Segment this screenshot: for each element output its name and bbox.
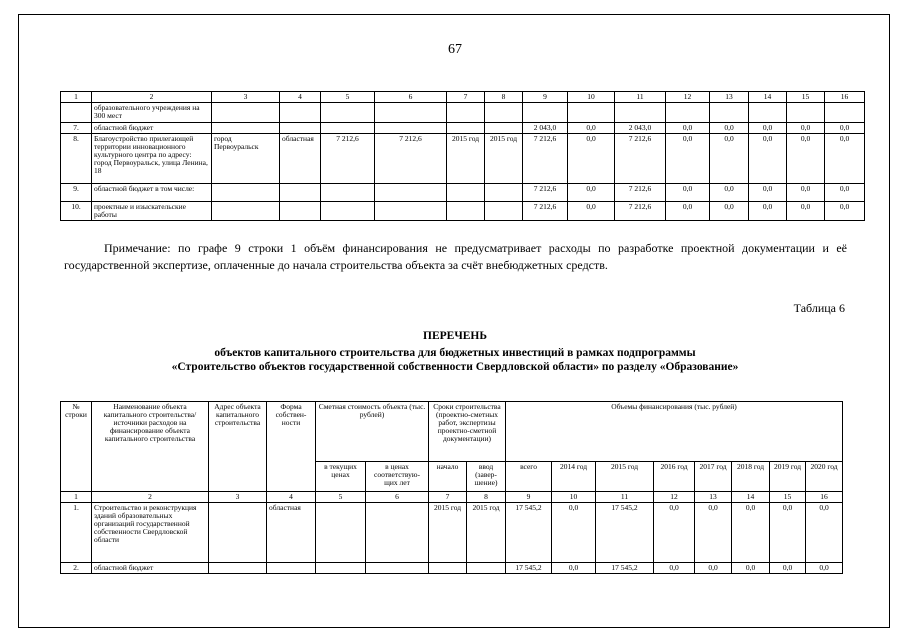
- column-number: 9: [523, 92, 568, 103]
- column-number: 13: [710, 92, 749, 103]
- amount-cell: 0,0: [710, 184, 749, 202]
- hdr-address: Адрес объекта капитального строительства: [209, 402, 267, 492]
- column-number: 16: [806, 492, 843, 503]
- row-number: 10.: [61, 202, 92, 221]
- amount-cell: 0,0: [825, 134, 865, 184]
- address: [212, 103, 280, 123]
- hdr-ownership: Форма собствен-ности: [267, 402, 316, 492]
- amount-cell: 0,0: [568, 123, 615, 134]
- amount-cell: 0,0: [568, 184, 615, 202]
- cost-relevant: [375, 103, 447, 123]
- amount-cell: 0,0: [825, 184, 865, 202]
- ownership: [280, 202, 321, 221]
- object-name: Благоустройство прилегающей территории инновационного культурного центра по адресу: город Первоуральск, улица Ленина, 18: [92, 134, 212, 184]
- column-number: 5: [316, 492, 366, 503]
- table-row: [61, 123, 865, 134]
- row-number: 9.: [61, 184, 92, 202]
- column-number: 11: [596, 492, 654, 503]
- column-number: 2: [92, 492, 209, 503]
- ownership: областная: [280, 134, 321, 184]
- cost-current: [321, 123, 375, 134]
- end-year: 2015 год: [485, 134, 523, 184]
- amount-cell: 17 545,2: [596, 563, 654, 574]
- object-name: областной бюджет: [92, 563, 209, 574]
- end-year: [485, 184, 523, 202]
- column-number: 3: [209, 492, 267, 503]
- column-number: 12: [654, 492, 695, 503]
- column-number: 10: [552, 492, 596, 503]
- hdr-cost-relevant: в ценах соответствую-щих лет: [366, 462, 429, 492]
- start-year: 2015 год: [429, 503, 467, 563]
- start-year: [447, 103, 485, 123]
- start-year: [447, 123, 485, 134]
- amount-cell: 7 212,6: [523, 134, 568, 184]
- amount-cell: 0,0: [710, 134, 749, 184]
- amount-cell: 0,0: [787, 123, 825, 134]
- address: [209, 563, 267, 574]
- amount-cell: 0,0: [732, 563, 770, 574]
- amount-cell: 0,0: [666, 134, 710, 184]
- amount-cell: 0,0: [710, 202, 749, 221]
- object-name: образовательного учреждения на 300 мест: [92, 103, 212, 123]
- cost-relevant: [375, 123, 447, 134]
- end-year: [485, 103, 523, 123]
- column-number: 4: [267, 492, 316, 503]
- hdr-row-number: № строки: [61, 402, 92, 492]
- amount-cell: 0,0: [787, 202, 825, 221]
- amount-cell: 7 212,6: [523, 202, 568, 221]
- column-number-row: [61, 492, 843, 503]
- amount-cell: [825, 103, 865, 123]
- column-number: 11: [615, 92, 666, 103]
- hdr-object-name: Наименование объекта капитального строительства/ источники расходов на финансирование объекта капитального строительства: [92, 402, 209, 492]
- start-year: 2015 год: [447, 134, 485, 184]
- amount-cell: 7 212,6: [615, 202, 666, 221]
- end-year: [485, 123, 523, 134]
- amount-cell: 0,0: [710, 123, 749, 134]
- amount-cell: 0,0: [695, 503, 732, 563]
- address: [212, 123, 280, 134]
- cost-current: [316, 563, 366, 574]
- address: [209, 503, 267, 563]
- ownership: областная: [267, 503, 316, 563]
- hdr-year: 2020 год: [806, 462, 843, 492]
- cost-relevant: [366, 503, 429, 563]
- amount-cell: [523, 103, 568, 123]
- cost-relevant: [375, 184, 447, 202]
- amount-cell: 0,0: [695, 563, 732, 574]
- column-number: 5: [321, 92, 375, 103]
- start-year: [429, 563, 467, 574]
- amount-cell: [749, 103, 787, 123]
- row-number: 2.: [61, 563, 92, 574]
- amount-cell: [787, 103, 825, 123]
- title-line3: «Строительство объектов государственной собственности Свердловской области» по разделу «Образование»: [171, 361, 739, 373]
- amount-cell: 2 043,0: [523, 123, 568, 134]
- amount-cell: 0,0: [732, 503, 770, 563]
- column-number: 14: [732, 492, 770, 503]
- cost-relevant: 7 212,6: [375, 134, 447, 184]
- row-number: [61, 103, 92, 123]
- cost-current: [321, 184, 375, 202]
- cost-current: [316, 503, 366, 563]
- column-number: 16: [825, 92, 865, 103]
- amount-cell: 0,0: [568, 134, 615, 184]
- column-number: 4: [280, 92, 321, 103]
- note-paragraph: Примечание: по графе 9 строки 1 объём финансирования не предусматривает расходы по разработке проектной документации и её государственной экспертизе, оплаченные до начала строительства объекта за счёт внебюджетных средств.: [64, 241, 847, 272]
- column-number: 14: [749, 92, 787, 103]
- amount-cell: 17 545,2: [506, 563, 552, 574]
- hdr-terms: Сроки строительства (проектно-сметных работ, экспертизы проектно-сметной документации): [429, 402, 506, 462]
- cost-current: 7 212,6: [321, 134, 375, 184]
- column-number: 8: [485, 92, 523, 103]
- amount-cell: 0,0: [666, 123, 710, 134]
- ownership: [280, 123, 321, 134]
- amount-cell: 7 212,6: [615, 184, 666, 202]
- object-name: проектные и изыскательские работы: [92, 202, 212, 221]
- address: [212, 202, 280, 221]
- amount-cell: 0,0: [749, 123, 787, 134]
- amount-cell: 0,0: [770, 563, 806, 574]
- row-number: 7.: [61, 123, 92, 134]
- cost-relevant: [375, 202, 447, 221]
- column-number: 1: [61, 92, 92, 103]
- cost-relevant: [366, 563, 429, 574]
- column-number: 8: [467, 492, 506, 503]
- hdr-year: 2019 год: [770, 462, 806, 492]
- hdr-end: ввод (завер-шение): [467, 462, 506, 492]
- table-label: Таблица 6: [793, 301, 845, 315]
- amount-cell: 0,0: [568, 202, 615, 221]
- table-row: [61, 202, 865, 221]
- hdr-total: всего: [506, 462, 552, 492]
- hdr-year: 2016 год: [654, 462, 695, 492]
- amount-cell: [666, 103, 710, 123]
- object-name: областной бюджет в том числе:: [92, 184, 212, 202]
- amount-cell: 0,0: [552, 503, 596, 563]
- amount-cell: 0,0: [654, 503, 695, 563]
- hdr-start: начало: [429, 462, 467, 492]
- amount-cell: 7 212,6: [615, 134, 666, 184]
- ownership: [280, 103, 321, 123]
- amount-cell: [615, 103, 666, 123]
- column-number: 3: [212, 92, 280, 103]
- amount-cell: 0,0: [666, 184, 710, 202]
- amount-cell: 0,0: [825, 202, 865, 221]
- hdr-year: 2017 год: [695, 462, 732, 492]
- amount-cell: 0,0: [825, 123, 865, 134]
- hdr-year: 2015 год: [596, 462, 654, 492]
- ownership: [267, 563, 316, 574]
- amount-cell: 0,0: [787, 184, 825, 202]
- cost-current: [321, 202, 375, 221]
- hdr-year: 2018 год: [732, 462, 770, 492]
- column-number: 10: [568, 92, 615, 103]
- start-year: [447, 184, 485, 202]
- row-number: 8.: [61, 134, 92, 184]
- start-year: [447, 202, 485, 221]
- table-row: [61, 563, 843, 574]
- address: город Первоуральск: [212, 134, 280, 184]
- table-row: [61, 184, 865, 202]
- hdr-estimated-cost: Сметная стоимость объекта (тыс. рублей): [316, 402, 429, 462]
- end-year: [485, 202, 523, 221]
- amount-cell: 0,0: [749, 202, 787, 221]
- amount-cell: 0,0: [749, 134, 787, 184]
- column-number: 15: [787, 92, 825, 103]
- table-row: [61, 503, 843, 563]
- column-number: 9: [506, 492, 552, 503]
- title-line2: объектов капитального строительства для бюджетных инвестиций в рамках подпрограммы: [214, 347, 696, 359]
- object-name: Строительство и реконструкция зданий образовательных организаций государственной собственности Свердловской области: [92, 503, 209, 563]
- ownership: [280, 184, 321, 202]
- end-year: [467, 563, 506, 574]
- amount-cell: 17 545,2: [506, 503, 552, 563]
- amount-cell: 0,0: [666, 202, 710, 221]
- title-line1: ПЕРЕЧЕНЬ: [423, 330, 487, 342]
- column-number: 13: [695, 492, 732, 503]
- amount-cell: 0,0: [749, 184, 787, 202]
- amount-cell: [710, 103, 749, 123]
- table-row: [61, 134, 865, 184]
- table-continuation: [60, 91, 865, 221]
- amount-cell: 0,0: [770, 503, 806, 563]
- hdr-year: 2014 год: [552, 462, 596, 492]
- amount-cell: 0,0: [806, 563, 843, 574]
- row-number: 1.: [61, 503, 92, 563]
- table-row: [61, 103, 865, 123]
- hdr-cost-current: в текущих ценах: [316, 462, 366, 492]
- cost-current: [321, 103, 375, 123]
- page-number: 67: [448, 42, 462, 57]
- column-number: 7: [447, 92, 485, 103]
- table-6: [60, 401, 843, 574]
- end-year: 2015 год: [467, 503, 506, 563]
- column-number: 1: [61, 492, 92, 503]
- hdr-financing: Объемы финансирования (тыс. рублей): [506, 402, 843, 462]
- column-number: 12: [666, 92, 710, 103]
- amount-cell: 7 212,6: [523, 184, 568, 202]
- column-number: 2: [92, 92, 212, 103]
- amount-cell: 17 545,2: [596, 503, 654, 563]
- amount-cell: 0,0: [552, 563, 596, 574]
- amount-cell: 0,0: [654, 563, 695, 574]
- column-number: 6: [375, 92, 447, 103]
- column-number: 15: [770, 492, 806, 503]
- amount-cell: 0,0: [787, 134, 825, 184]
- object-name: областной бюджет: [92, 123, 212, 134]
- amount-cell: 0,0: [806, 503, 843, 563]
- address: [212, 184, 280, 202]
- column-number-row: [61, 92, 865, 103]
- column-number: 6: [366, 492, 429, 503]
- amount-cell: 2 043,0: [615, 123, 666, 134]
- amount-cell: [568, 103, 615, 123]
- column-number: 7: [429, 492, 467, 503]
